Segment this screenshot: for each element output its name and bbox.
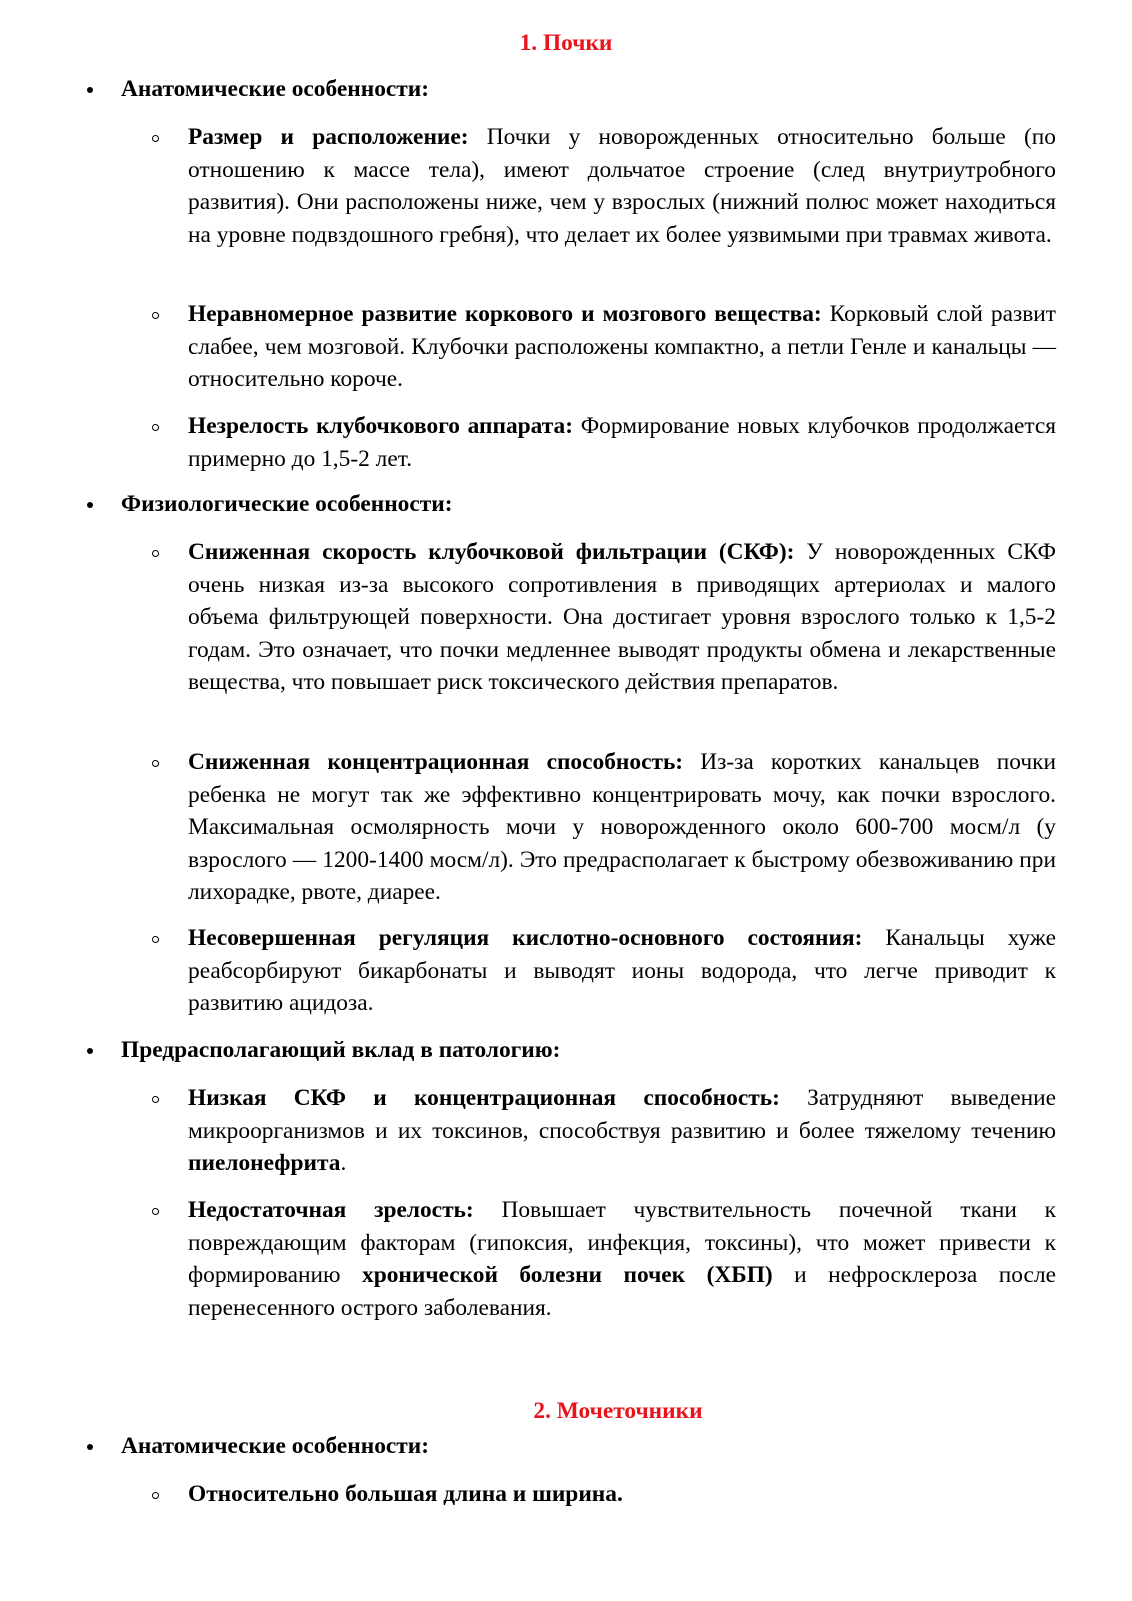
list-item-low-gfr-pathology	[188, 1082, 1056, 1180]
section-title-kidneys: 1. Почки	[519, 30, 613, 56]
item-text: Из-за коротких канальцев почки ребенка не могут так же эффективно концентрировать мочу, как почки взрослого. Максимальная осмолярность мочи у новорожденного около 600-700 мосм/л (у взрослого — 1200-1400 мосм/л). Это предрасполагает к быстрому обезвоживанию при лихорадке, рвоте, диарее.	[188, 749, 1056, 905]
bullet-icon	[87, 502, 93, 508]
subheading-anatomy	[121, 73, 429, 106]
circle-bullet-icon	[152, 1208, 159, 1215]
list-item-glomerular-immaturity	[188, 410, 1056, 475]
item-term: Сниженная концентрационная способность:	[188, 749, 684, 775]
item-term: Неравномерное развитие коркового и мозгового вещества:	[188, 301, 822, 327]
item-text: Формирование новых клубочков продолжается примерно до 1,5-2 лет.	[188, 413, 1056, 472]
item-text: У новорожденных СКФ очень низкая из-за высокого сопротивления в приводящих артериолах и малого объема фильтрующей поверхности. Она достигает уровня взрослого только к 1,5-2 годам. Это означает, что почки медленнее выводят продукты обмена и лекарственные вещества, что повышает риск токсического действия препаратов.	[188, 539, 1056, 695]
circle-bullet-icon	[152, 550, 159, 557]
list-item-cortex-medulla	[188, 298, 1056, 396]
item-text: Почки у новорожденных относительно больше (по отношению к массе тела), имеют дольчатое строение (след внутриутробного развития). Они расположены ниже, чем у взрослых (нижний полюс может находиться на уровне подвздошного гребня), что делает их более уязвимыми при травмах живота.	[188, 124, 1056, 248]
circle-bullet-icon	[152, 424, 159, 431]
list-item-ureter-length	[188, 1478, 1056, 1511]
item-text: Повышает чувствительность почечной ткани к повреждающим факторам (гипоксия, инфекция, токсины), что может привести к формированию	[188, 1197, 1056, 1288]
list-item-insufficient-maturity	[188, 1194, 1056, 1324]
item-text: Корковый слой развит слабее, чем мозговой. Клубочки расположены компактно, а петли Генле и канальцы — относительно короче.	[188, 301, 1056, 392]
list-item-concentrating-ability	[188, 746, 1056, 909]
item-term: Относительно большая длина и ширина.	[188, 1481, 623, 1507]
item-term: Несовершенная регуляция кислотно-основного состояния:	[188, 925, 863, 951]
circle-bullet-icon	[152, 1492, 159, 1499]
item-text: Затрудняют выведение микроорганизмов и их токсинов, способствуя развитию и более тяжелому течению	[188, 1085, 1056, 1144]
bullet-icon	[87, 1444, 93, 1450]
bullet-icon	[87, 87, 93, 93]
list-item-size-location	[188, 121, 1056, 251]
subheading-label: Анатомические особенности:	[121, 76, 430, 102]
subheading-physiology	[121, 488, 453, 521]
item-term: Незрелость клубочкового аппарата:	[188, 413, 574, 439]
item-text: Канальцы хуже реабсорбируют бикарбонаты и выводят ионы водорода, что легче приводит к развитию ацидоза.	[188, 925, 1056, 1016]
item-term: Размер и расположение:	[188, 124, 469, 150]
item-text-tail: и нефросклероза после перенесенного острого заболевания.	[188, 1262, 1056, 1321]
subheading-ureter-anatomy	[121, 1430, 429, 1463]
subheading-label: Анатомические особенности:	[121, 1433, 430, 1459]
list-item-acid-base	[188, 922, 1056, 1020]
section-title-ureters: 2. Мочеточники	[533, 1398, 703, 1424]
subheading-label: Физиологические особенности:	[121, 491, 453, 517]
circle-bullet-icon	[152, 312, 159, 319]
circle-bullet-icon	[152, 760, 159, 767]
item-term: Сниженная скорость клубочковой фильтрации (СКФ):	[188, 539, 795, 565]
bullet-icon	[87, 1048, 93, 1054]
subheading-label: Предрасполагающий вклад в патологию:	[121, 1037, 561, 1063]
item-term-inline: пиелонефрита	[188, 1150, 341, 1176]
circle-bullet-icon	[152, 936, 159, 943]
item-text-tail: .	[340, 1150, 347, 1176]
item-term: Низкая СКФ и концентрационная способность:	[188, 1085, 780, 1111]
item-term: Недостаточная зрелость:	[188, 1197, 474, 1223]
list-item-reduced-gfr	[188, 536, 1056, 699]
circle-bullet-icon	[152, 135, 159, 142]
circle-bullet-icon	[152, 1096, 159, 1103]
item-term-inline: хронической болезни почек (ХБП)	[362, 1262, 773, 1288]
subheading-pathology	[121, 1034, 560, 1067]
